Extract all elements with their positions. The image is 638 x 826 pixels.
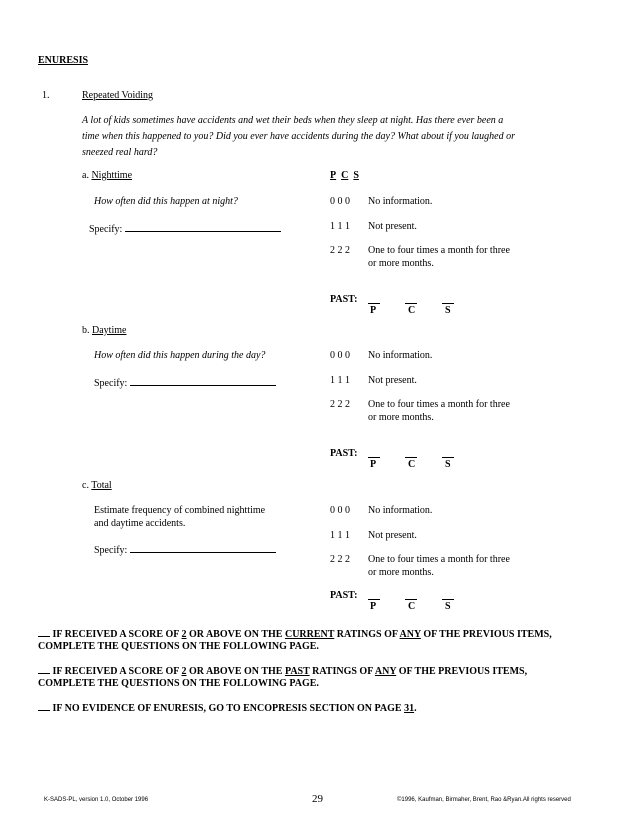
- footer-version: K-SADS-PL, version 1.0, October 1996: [44, 797, 149, 803]
- item-title: Repeated Voiding: [82, 90, 154, 101]
- past-c-label: C: [408, 459, 416, 470]
- subitem-label: b.: [82, 325, 90, 336]
- rating-desc-cont: or more months.: [368, 567, 434, 578]
- rating-desc: No information.: [368, 350, 433, 361]
- rating-desc: One to four times a month for three: [368, 554, 510, 565]
- specify-label: Specify:: [94, 545, 128, 556]
- instruction-current: IF RECEIVED A SCORE OF 2 OR ABOVE ON THE CURRENT RATINGS OF ANY OF THE PREVIOUS ITEMS,: [38, 627, 552, 640]
- past-label: PAST:: [330, 590, 358, 601]
- rating-desc: No information.: [368, 196, 433, 207]
- instruction-current-cont: COMPLETE THE QUESTIONS ON THE FOLLOWING PAGE.: [38, 641, 319, 652]
- instruction-checkbox[interactable]: [38, 664, 50, 674]
- rating-score[interactable]: 2 2 2: [330, 554, 350, 565]
- past-s-label: S: [445, 305, 451, 316]
- rating-score[interactable]: 2 2 2: [330, 399, 350, 410]
- specify-input[interactable]: [125, 221, 281, 232]
- instruction-past-cont: COMPLETE THE QUESTIONS ON THE FOLLOWING PAGE.: [38, 678, 319, 689]
- pcs-header: P C S: [330, 170, 359, 181]
- instruction-checkbox[interactable]: [38, 701, 50, 711]
- subitem-title: Nighttime: [91, 170, 133, 181]
- rating-desc: Not present.: [368, 530, 417, 541]
- section-title: ENURESIS: [38, 55, 89, 66]
- instruction-skip: IF NO EVIDENCE OF ENURESIS, GO TO ENCOPRESIS SECTION ON PAGE 31.: [38, 701, 417, 714]
- subitem-title: Daytime: [92, 325, 127, 336]
- question-text-cont: and daytime accidents.: [94, 518, 186, 529]
- past-c-label: C: [408, 305, 416, 316]
- subitem-title: Total: [91, 480, 112, 491]
- rating-score[interactable]: 0 0 0: [330, 350, 350, 361]
- item-number: 1.: [42, 90, 50, 101]
- rating-desc: Not present.: [368, 221, 417, 232]
- page-number: 29: [312, 793, 323, 805]
- specify-field: [89, 221, 281, 235]
- instruction-past: IF RECEIVED A SCORE OF 2 OR ABOVE ON THE PAST RATINGS OF ANY OF THE PREVIOUS ITEMS,: [38, 664, 527, 677]
- specify-input[interactable]: [130, 375, 276, 386]
- rating-desc-cont: or more months.: [368, 412, 434, 423]
- rating-desc: One to four times a month for three: [368, 245, 510, 256]
- rating-score[interactable]: 0 0 0: [330, 505, 350, 516]
- past-label: PAST:: [330, 294, 358, 305]
- past-s-label: S: [445, 459, 451, 470]
- specify-input[interactable]: [130, 542, 276, 553]
- question-text: How often did this happen at night?: [94, 196, 238, 207]
- subitem-a: [82, 170, 132, 181]
- past-label: PAST:: [330, 448, 358, 459]
- subitem-label: a.: [82, 170, 89, 181]
- past-p-label: P: [370, 601, 377, 612]
- past-p-label: P: [370, 459, 377, 470]
- footer-copyright: ©1996, Kaufman, Birmaher, Brent, Rao &Ryan.All rights reserved: [397, 797, 571, 803]
- past-p-label: P: [370, 305, 377, 316]
- past-s-label: S: [445, 601, 451, 612]
- rating-desc-cont: or more months.: [368, 258, 434, 269]
- specify-label: Specify:: [94, 378, 128, 389]
- rating-desc: Not present.: [368, 375, 417, 386]
- specify-field: [94, 375, 276, 389]
- rating-score[interactable]: 2 2 2: [330, 245, 350, 256]
- rating-desc: One to four times a month for three: [368, 399, 510, 410]
- subitem-b: [82, 325, 126, 336]
- instruction-checkbox[interactable]: [38, 627, 50, 637]
- rating-score[interactable]: 0 0 0: [330, 196, 350, 207]
- question-text: How often did this happen during the day?: [94, 350, 266, 361]
- subitem-label: c.: [82, 480, 89, 491]
- subitem-c: [82, 480, 112, 491]
- past-c-label: C: [408, 601, 416, 612]
- rating-score[interactable]: 1 1 1: [330, 375, 350, 386]
- specify-field: [94, 542, 276, 556]
- rating-score[interactable]: 1 1 1: [330, 530, 350, 541]
- specify-label: Specify:: [89, 224, 123, 235]
- question-text: Estimate frequency of combined nighttime: [94, 505, 266, 516]
- rating-score[interactable]: 1 1 1: [330, 221, 350, 232]
- item-prompt: A lot of kids sometimes have accidents and wet their beds when they sleep at night. Has there ever been a time when this happened to you? Did you ever have accidents during the day? What about if you laughed or sneezed real hard?: [82, 115, 515, 158]
- rating-desc: No information.: [368, 505, 433, 516]
